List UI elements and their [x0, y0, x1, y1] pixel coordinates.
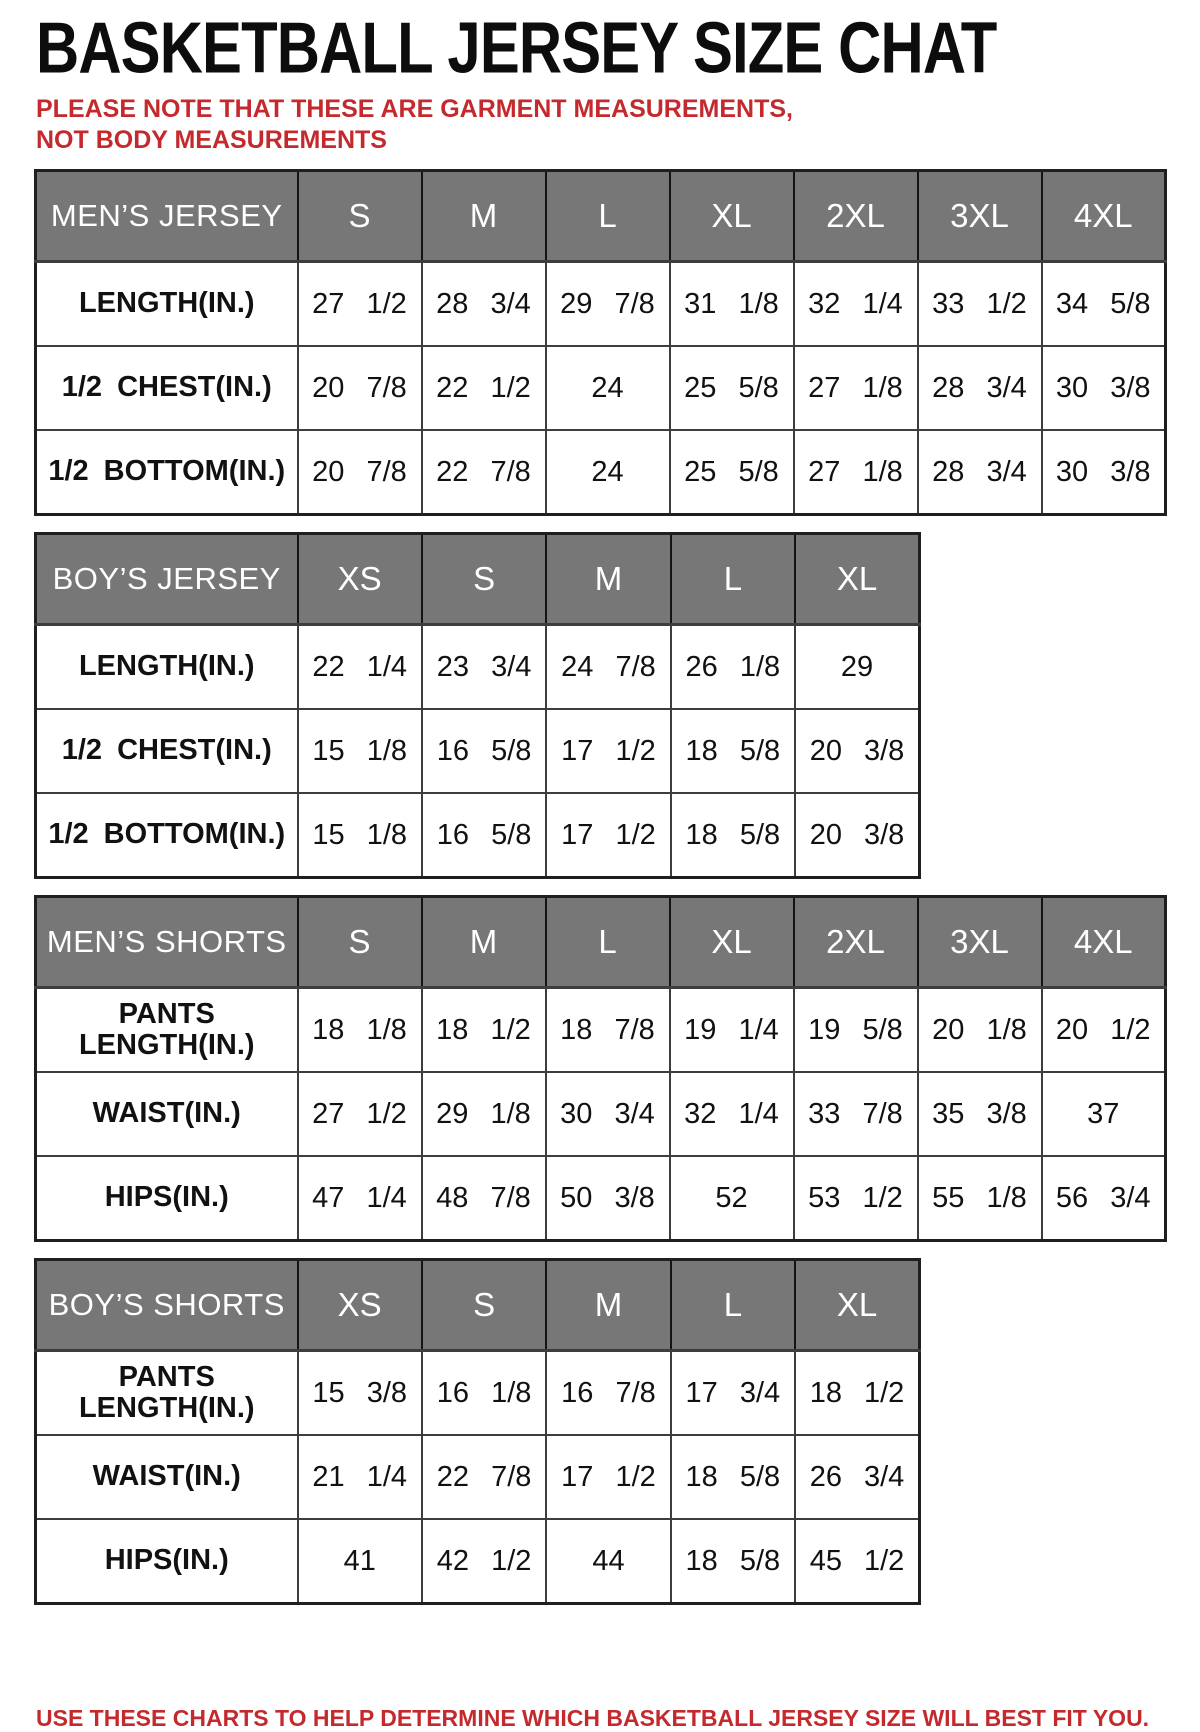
column-header-xs: XS [298, 534, 422, 625]
size-value-cell: 22 1/4 [298, 625, 422, 710]
table-row [36, 1435, 920, 1519]
size-value-cell: 24 [546, 430, 670, 515]
size-value-cell: 47 1/4 [298, 1156, 422, 1241]
size-value-cell: 18 5/8 [671, 1519, 795, 1604]
size-value-cell: 18 1/2 [422, 988, 546, 1073]
row-label: 1/2 BOTTOM(IN.) [36, 430, 298, 515]
size-value-cell: 27 1/8 [794, 346, 918, 430]
size-value-cell: 29 [795, 625, 919, 710]
row-label: HIPS(IN.) [36, 1156, 298, 1241]
size-value-cell: 28 3/4 [918, 430, 1042, 515]
size-value-cell: 53 1/2 [794, 1156, 918, 1241]
size-value-cell: 24 [546, 346, 670, 430]
size-value-cell: 52 [670, 1156, 794, 1241]
column-header-l: L [546, 171, 670, 262]
size-value-cell: 18 5/8 [671, 709, 795, 793]
size-value-cell: 31 1/8 [670, 262, 794, 347]
size-value-cell: 18 5/8 [671, 1435, 795, 1519]
garment-measurements-note: PLEASE NOTE THAT THESE ARE GARMENT MEASUREMENTS, NOT BODY MEASUREMENTS [36, 95, 793, 154]
size-value-cell: 20 3/8 [795, 709, 919, 793]
column-header-s: S [298, 897, 422, 988]
size-value-cell: 29 1/8 [422, 1072, 546, 1156]
table-row [36, 262, 1166, 347]
column-header-s: S [422, 534, 546, 625]
size-value-cell: 26 3/4 [795, 1435, 919, 1519]
size-value-cell: 37 [1042, 1072, 1166, 1156]
column-header-m: M [422, 171, 546, 262]
column-header-xl: XL [795, 1260, 919, 1351]
column-header-s: S [298, 171, 422, 262]
size-value-cell: 44 [546, 1519, 670, 1604]
column-header-xl: XL [670, 171, 794, 262]
size-value-cell: 30 3/4 [546, 1072, 670, 1156]
size-value-cell: 25 5/8 [670, 430, 794, 515]
size-value-cell: 16 5/8 [422, 709, 546, 793]
size-value-cell: 18 5/8 [671, 793, 795, 878]
column-header-l: L [546, 897, 670, 988]
size-value-cell: 20 1/8 [918, 988, 1042, 1073]
column-header-3xl: 3XL [918, 897, 1042, 988]
size-value-cell: 15 3/8 [298, 1351, 422, 1436]
column-header-m: M [422, 897, 546, 988]
size-table-boys-jersey [34, 532, 921, 879]
row-label: LENGTH(IN.) [36, 262, 298, 347]
header-row [36, 1260, 920, 1351]
table-row [36, 625, 920, 710]
table-row [36, 430, 1166, 515]
size-value-cell: 16 5/8 [422, 793, 546, 878]
row-label: 1/2 CHEST(IN.) [36, 346, 298, 430]
size-value-cell: 20 3/8 [795, 793, 919, 878]
size-value-cell: 18 1/8 [298, 988, 422, 1073]
size-value-cell: 15 1/8 [298, 709, 422, 793]
header-row [36, 534, 920, 625]
size-value-cell: 17 3/4 [671, 1351, 795, 1436]
size-value-cell: 27 1/2 [298, 1072, 422, 1156]
size-table-mens-shorts [34, 895, 1167, 1242]
size-value-cell: 23 3/4 [422, 625, 546, 710]
table-row [36, 1519, 920, 1604]
size-value-cell: 55 1/8 [918, 1156, 1042, 1241]
size-value-cell: 27 1/2 [298, 262, 422, 347]
table-row [36, 988, 1166, 1073]
row-label: 1/2 BOTTOM(IN.) [36, 793, 298, 878]
column-header-xl: XL [795, 534, 919, 625]
table-row [36, 1072, 1166, 1156]
size-value-cell: 18 7/8 [546, 988, 670, 1073]
size-value-cell: 20 7/8 [298, 346, 422, 430]
size-value-cell: 45 1/2 [795, 1519, 919, 1604]
row-label: PANTS LENGTH(IN.) [36, 1351, 298, 1436]
size-value-cell: 42 1/2 [422, 1519, 546, 1604]
size-value-cell: 35 3/8 [918, 1072, 1042, 1156]
size-value-cell: 32 1/4 [670, 1072, 794, 1156]
size-value-cell: 32 1/4 [794, 262, 918, 347]
column-header-l: L [671, 534, 795, 625]
table-title-boys-jersey: BOY’S JERSEY [36, 534, 298, 625]
size-value-cell: 26 1/8 [671, 625, 795, 710]
size-value-cell: 28 3/4 [422, 262, 546, 347]
size-value-cell: 15 1/8 [298, 793, 422, 878]
size-value-cell: 33 1/2 [918, 262, 1042, 347]
size-value-cell: 30 3/8 [1042, 346, 1166, 430]
size-value-cell: 33 7/8 [794, 1072, 918, 1156]
table-row [36, 1351, 920, 1436]
table-title-boys-shorts: BOY’S SHORTS [36, 1260, 298, 1351]
column-header-m: M [546, 1260, 670, 1351]
size-value-cell: 16 7/8 [546, 1351, 670, 1436]
row-label: PANTS LENGTH(IN.) [36, 988, 298, 1073]
header-row [36, 171, 1166, 262]
footer-note: USE THESE CHARTS TO HELP DETERMINE WHICH BASKETBALL JERSEY SIZE WILL BEST FIT YOU. [36, 1705, 1150, 1731]
size-value-cell: 56 3/4 [1042, 1156, 1166, 1241]
size-value-cell: 41 [298, 1519, 422, 1604]
size-value-cell: 22 1/2 [422, 346, 546, 430]
size-value-cell: 22 7/8 [422, 430, 546, 515]
header-row [36, 897, 1166, 988]
row-label: LENGTH(IN.) [36, 625, 298, 710]
table-row [36, 346, 1166, 430]
size-table-mens-jersey [34, 169, 1167, 516]
size-value-cell: 48 7/8 [422, 1156, 546, 1241]
row-label: WAIST(IN.) [36, 1072, 298, 1156]
size-table-boys-shorts [34, 1258, 921, 1605]
column-header-4xl: 4XL [1042, 897, 1166, 988]
column-header-l: L [671, 1260, 795, 1351]
column-header-2xl: 2XL [794, 897, 918, 988]
size-value-cell: 17 1/2 [546, 709, 670, 793]
size-value-cell: 34 5/8 [1042, 262, 1166, 347]
page-title: BASKETBALL JERSEY SIZE CHAT [36, 7, 997, 89]
row-label: 1/2 CHEST(IN.) [36, 709, 298, 793]
column-header-s: S [422, 1260, 546, 1351]
size-value-cell: 20 1/2 [1042, 988, 1166, 1073]
size-value-cell: 24 7/8 [546, 625, 670, 710]
column-header-xl: XL [670, 897, 794, 988]
column-header-2xl: 2XL [794, 171, 918, 262]
size-value-cell: 19 1/4 [670, 988, 794, 1073]
size-value-cell: 21 1/4 [298, 1435, 422, 1519]
tables-host [0, 169, 1200, 1605]
size-value-cell: 17 1/2 [546, 1435, 670, 1519]
table-row [36, 1156, 1166, 1241]
table-title-mens-jersey: MEN’S JERSEY [36, 171, 298, 262]
table-row [36, 709, 920, 793]
size-chart-page [0, 7, 1200, 1731]
size-value-cell: 16 1/8 [422, 1351, 546, 1436]
size-value-cell: 25 5/8 [670, 346, 794, 430]
row-label: WAIST(IN.) [36, 1435, 298, 1519]
size-value-cell: 20 7/8 [298, 430, 422, 515]
size-value-cell: 30 3/8 [1042, 430, 1166, 515]
size-value-cell: 22 7/8 [422, 1435, 546, 1519]
size-value-cell: 28 3/4 [918, 346, 1042, 430]
size-value-cell: 17 1/2 [546, 793, 670, 878]
column-header-m: M [546, 534, 670, 625]
size-value-cell: 27 1/8 [794, 430, 918, 515]
row-label: HIPS(IN.) [36, 1519, 298, 1604]
size-value-cell: 18 1/2 [795, 1351, 919, 1436]
table-title-mens-shorts: MEN’S SHORTS [36, 897, 298, 988]
column-header-4xl: 4XL [1042, 171, 1166, 262]
column-header-3xl: 3XL [918, 171, 1042, 262]
size-value-cell: 50 3/8 [546, 1156, 670, 1241]
size-value-cell: 29 7/8 [546, 262, 670, 347]
column-header-xs: XS [298, 1260, 422, 1351]
table-row [36, 793, 920, 878]
size-value-cell: 19 5/8 [794, 988, 918, 1073]
